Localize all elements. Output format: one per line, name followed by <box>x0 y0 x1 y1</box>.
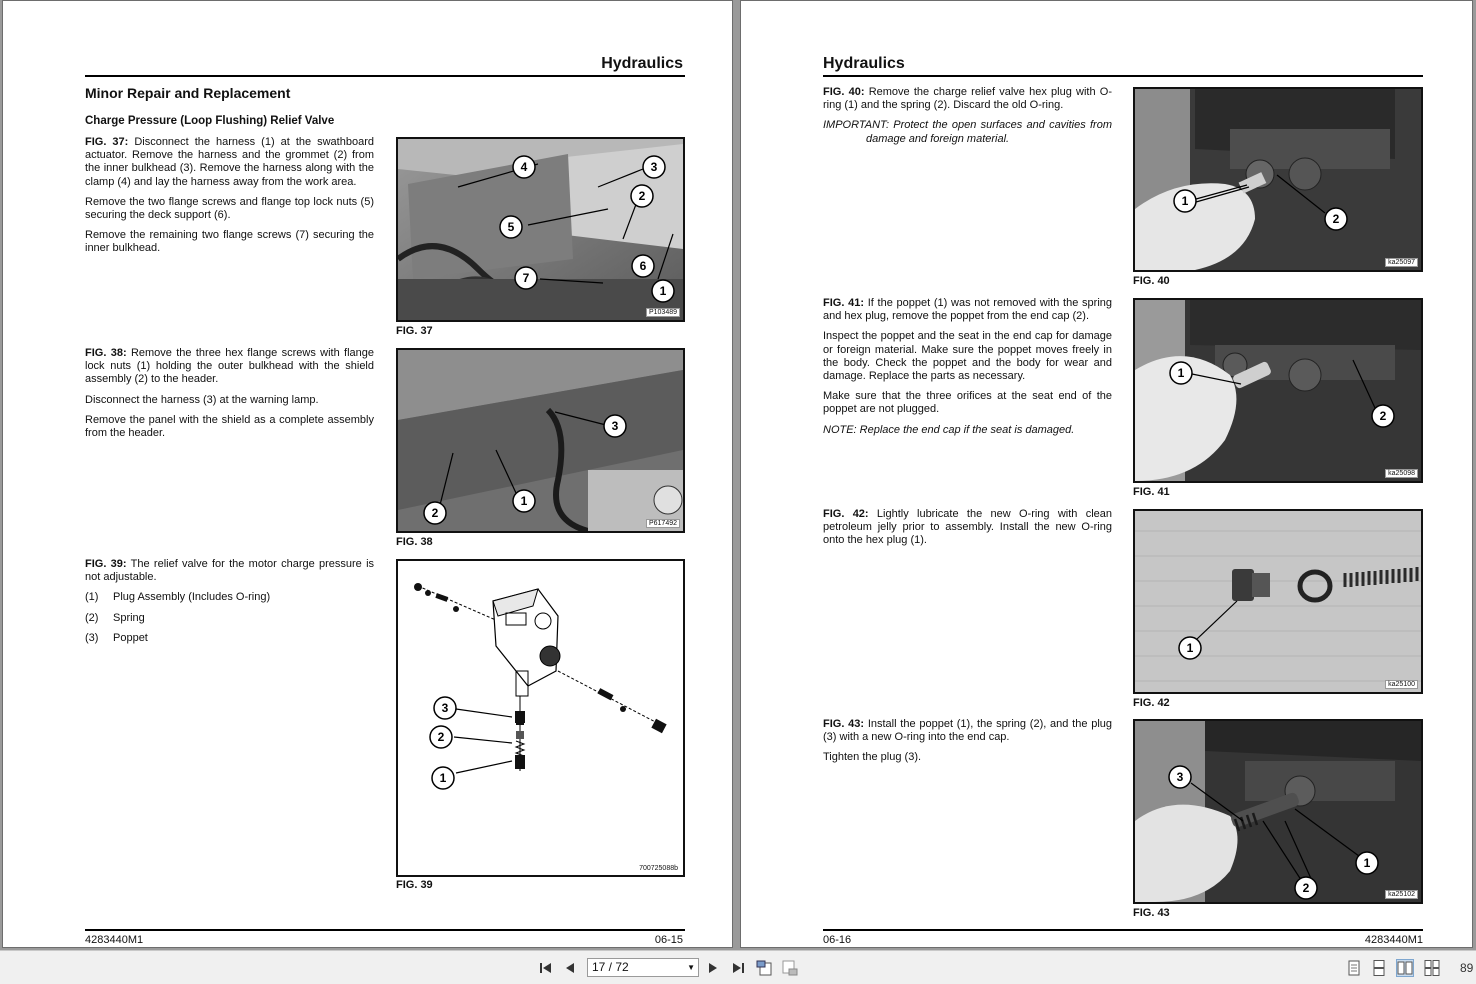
figure-41-photo <box>1133 298 1423 483</box>
callout-1 <box>432 767 454 789</box>
paragraph: Remove the remaining two flange screws (7) securing the inner bulkhead. <box>85 229 374 255</box>
callout-label: 4 <box>520 160 528 174</box>
navigation-toolbar <box>0 950 1476 984</box>
callout-6 <box>632 255 654 277</box>
fig-label: FIG. 38: <box>85 347 127 359</box>
footer-doc-number: 4283440M1 <box>1364 934 1423 946</box>
fig-label: FIG. 37: <box>85 136 129 148</box>
two-page-continuous-icon[interactable] <box>1423 959 1441 977</box>
section-title: Minor Repair and Replacement <box>85 85 291 101</box>
page-header: Hydraulics <box>601 55 683 72</box>
paragraph: Remove the charge relief valve hex plug with O-ring (1) and the spring (2). Discard the old O-ring. <box>823 86 1113 112</box>
important-notice: IMPORTANT: Protect the open surfaces and cavities from damage and foreign material. <box>823 119 1112 145</box>
callout-label: 3 <box>1176 770 1184 784</box>
prev-page-icon[interactable] <box>561 959 579 977</box>
item-label: Spring <box>113 611 145 624</box>
callout-label: 3 <box>611 419 619 433</box>
fig41-instructions <box>823 297 1112 444</box>
callout-label: 1 <box>1177 366 1185 380</box>
callout-4 <box>513 156 535 178</box>
single-page-icon[interactable] <box>1345 959 1363 977</box>
paragraph: Disconnect the harness (3) at the warning lamp. <box>85 393 319 406</box>
header-rule <box>85 75 685 77</box>
callout-label: 2 <box>431 506 439 520</box>
subsection-title: Charge Pressure (Loop Flushing) Relief Valve <box>85 115 335 127</box>
next-page-icon[interactable] <box>704 959 722 977</box>
callout-label: 1 <box>1186 641 1194 655</box>
zoom-level[interactable]: 89 <box>1460 961 1474 975</box>
figure-code: P103489 <box>646 308 680 317</box>
figure-caption: FIG. 40 <box>1133 275 1170 287</box>
figure-code: 700725088b <box>639 865 678 872</box>
figure-42-photo <box>1133 509 1423 694</box>
fig-label: FIG. 42: <box>823 508 869 520</box>
callout-7 <box>515 267 537 289</box>
callout-2 <box>424 502 446 524</box>
callout-3 <box>643 156 665 178</box>
fig-label: FIG. 41: <box>823 297 864 309</box>
paragraph: Remove the two flange screws and flange top lock nuts (5) securing the deck support (6). <box>85 195 374 222</box>
figure-caption: FIG. 41 <box>1133 486 1170 498</box>
page-header: Hydraulics <box>823 55 905 72</box>
figure-38-photo <box>396 348 685 533</box>
item-label: Poppet <box>113 631 148 644</box>
figure-caption: FIG. 43 <box>1133 907 1170 919</box>
first-page-icon[interactable] <box>537 959 555 977</box>
callout-label: 1 <box>439 771 447 785</box>
fig37-instructions <box>85 136 374 263</box>
callout-5 <box>500 216 522 238</box>
figure-caption: FIG. 37 <box>396 325 433 337</box>
paragraph: Lightly lubricate the new O-ring with clean petroleum jelly prior to assembly. Install the new O-ring onto the hex plug (1). <box>823 508 1112 547</box>
page-indicator: 17 / 72 <box>592 960 629 974</box>
fig-label: FIG. 39: <box>85 558 127 570</box>
callout-label: 1 <box>520 494 528 508</box>
callout-label: 6 <box>639 259 647 273</box>
page-right <box>740 0 1473 948</box>
callout-label: 2 <box>1379 409 1387 423</box>
callout-2 <box>1372 405 1394 427</box>
page-number-input[interactable] <box>587 958 699 977</box>
callout-label: 1 <box>1363 856 1371 870</box>
callout-1 <box>513 490 535 512</box>
note: NOTE: Replace the end cap if the seat is damaged. <box>823 423 1075 436</box>
figure-caption: FIG. 38 <box>396 536 433 548</box>
footer-page-number: 06-16 <box>823 934 852 946</box>
paragraph: Install the poppet (1), the spring (2), and the plug (3) with a new O-ring into the end cap. <box>823 718 1112 744</box>
paragraph: Disconnect the harness (1) at the swathboard actuator. Remove the harness and the grommet (2) from the inner bulkhead (3). Remove the harness along with the clamp (4) and lay the harness away from the work area. <box>85 136 374 188</box>
footer-rule <box>823 929 1423 931</box>
paragraph: Make sure that the three orifices at the seat end of the poppet are not plugged. <box>823 390 1112 416</box>
figure-code: ka25102 <box>1385 890 1418 899</box>
item-number: (3) <box>85 631 99 644</box>
callout-label: 3 <box>650 160 658 174</box>
callout-2 <box>1295 877 1317 899</box>
paragraph: Inspect the poppet and the seat in the end cap for damage or foreign material. Make sure the poppet moves freely in the body. Check the poppet and the body for wear and damage. Replace the parts as necessary. <box>823 330 1112 383</box>
callout-label: 2 <box>437 730 445 744</box>
fig40-instructions <box>823 86 1112 153</box>
footer-doc-number: 4283440M1 <box>85 934 144 946</box>
callout-1 <box>1356 852 1378 874</box>
callout-3 <box>604 415 626 437</box>
callout-label: 1 <box>1181 194 1189 208</box>
item-label: Plug Assembly (Includes O-ring) <box>113 591 271 604</box>
continuous-icon[interactable] <box>1370 959 1388 977</box>
go-back-icon[interactable] <box>755 959 773 977</box>
header-rule <box>823 75 1423 77</box>
paragraph: Tighten the plug (3). <box>823 751 922 764</box>
last-page-icon[interactable] <box>729 959 747 977</box>
item-number: (1) <box>85 591 99 604</box>
figure-caption: FIG. 39 <box>396 879 433 891</box>
callout-label: 1 <box>659 284 667 298</box>
fig-label: FIG. 43: <box>823 718 865 730</box>
paragraph: Remove the panel with the shield as a complete assembly from the header. <box>85 413 374 440</box>
fig-label: FIG. 40: <box>823 86 865 98</box>
figure-39-diagram <box>396 559 685 877</box>
callout-label: 7 <box>522 271 530 285</box>
figure-43-photo <box>1133 719 1423 904</box>
callout-2 <box>430 726 452 748</box>
callout-3 <box>434 697 456 719</box>
callout-label: 2 <box>638 189 646 203</box>
callout-2 <box>1325 208 1347 230</box>
callout-2 <box>631 185 653 207</box>
figure-code: P617492 <box>646 519 680 528</box>
figure-caption: FIG. 42 <box>1133 697 1170 709</box>
callout-label: 2 <box>1302 881 1310 895</box>
fig43-instructions <box>823 718 1112 772</box>
callout-1 <box>1174 190 1196 212</box>
chevron-down-icon[interactable]: ▼ <box>687 963 695 972</box>
figure-code: ka25097 <box>1385 258 1418 267</box>
parts-list-item <box>85 612 374 625</box>
callout-label: 5 <box>507 220 515 234</box>
fig38-instructions <box>85 347 374 447</box>
item-number: (2) <box>85 611 99 624</box>
callout-1 <box>1170 362 1192 384</box>
callout-3 <box>1169 766 1191 788</box>
fig42-instructions <box>823 508 1112 555</box>
figure-37-photo <box>396 137 685 322</box>
go-forward-icon[interactable] <box>781 959 799 977</box>
callout-1 <box>652 280 674 302</box>
paragraph: Remove the three hex flange screws with flange lock nuts (1) holding the outer bulkhead with the shield assembly (2) to the header. <box>85 347 375 386</box>
parts-list-item <box>85 591 374 604</box>
footer-rule <box>85 929 685 931</box>
callout-label: 2 <box>1332 212 1340 226</box>
page-left <box>2 0 733 948</box>
two-page-icon[interactable] <box>1396 959 1414 977</box>
callout-label: 3 <box>441 701 449 715</box>
paragraph: The relief valve for the motor charge pressure is not adjustable. <box>85 558 375 584</box>
callout-1 <box>1179 637 1201 659</box>
fig39-instructions <box>85 558 374 652</box>
figure-code: ka25100 <box>1385 680 1418 689</box>
figure-code: ka25098 <box>1385 469 1418 478</box>
figure-40-photo <box>1133 87 1423 272</box>
footer-page-number: 06-15 <box>654 934 683 946</box>
parts-list-item <box>85 632 374 645</box>
paragraph: If the poppet (1) was not removed with the spring and hex plug, remove the poppet from the end cap (2). <box>823 297 1113 323</box>
